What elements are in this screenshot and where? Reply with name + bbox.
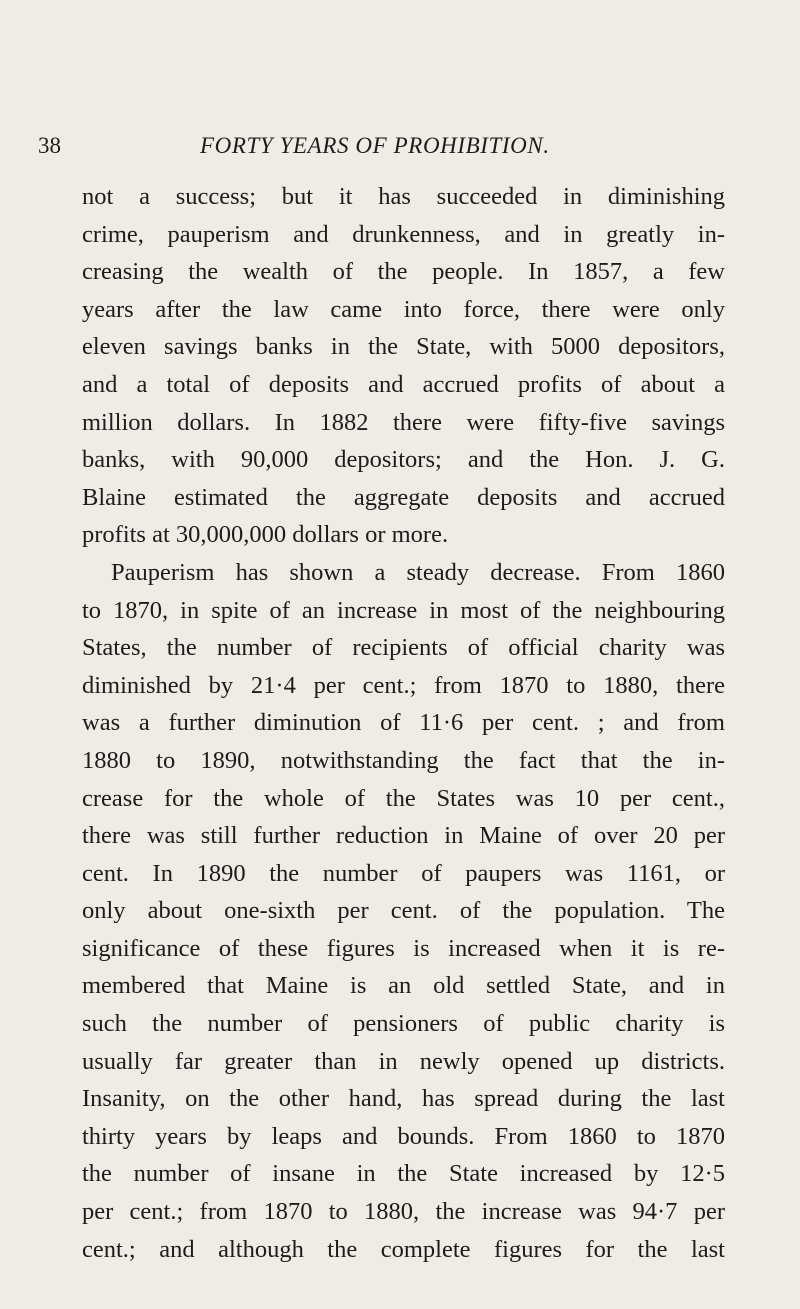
text-line: cent.; and although the complete figures for the last [82, 1235, 725, 1263]
text-line: to 1870, in spite of an increase in most of the neighbouring [82, 596, 725, 624]
text-line: creasing the wealth of the people. In 1857, a few [82, 258, 725, 286]
text-line: 1880 to 1890, notwithstanding the fact that the in- [82, 746, 725, 774]
text-line: Pauperism has shown a steady decrease. From 1860 [111, 558, 725, 586]
text-line: Insanity, on the other hand, has spread during the last [82, 1085, 725, 1113]
text-line: significance of these figures is increased when it is re- [82, 934, 725, 962]
page-number: 38 [38, 133, 61, 158]
text-line: States, the number of recipients of official charity was [82, 634, 725, 662]
text-line: thirty years by leaps and bounds. From 1860 to 1870 [82, 1122, 725, 1150]
text-line: eleven savings banks in the State, with 5000 depositors, [82, 333, 725, 361]
text-line: years after the law came into force, there were only [82, 295, 725, 323]
text-line: per cent.; from 1870 to 1880, the increase was 94·7 per [82, 1198, 725, 1226]
text-line: banks, with 90,000 depositors; and the Hon. J. G. [82, 446, 725, 474]
text-line: there was still further reduction in Maine of over 20 per [82, 822, 725, 850]
text-line: usually far greater than in newly opened up districts. [82, 1047, 725, 1075]
text-line: membered that Maine is an old settled State, and in [82, 972, 725, 1000]
text-line: not a success; but it has succeeded in diminishing [82, 183, 725, 210]
body-text [82, 178, 725, 1268]
running-title: FORTY YEARS OF PROHIBITION. [200, 133, 550, 158]
text-line: diminished by 21·4 per cent.; from 1870 to 1880, there [82, 671, 725, 699]
running-head [38, 131, 738, 161]
text-line: only about one-sixth per cent. of the population. The [82, 897, 725, 925]
text-line: profits at 30,000,000 dollars or more. [82, 521, 449, 549]
text-line: and a total of deposits and accrued profits of about a [82, 370, 725, 398]
text-line: such the number of pensioners of public charity is [82, 1010, 725, 1038]
text-line: was a further diminution of 11·6 per cent. ; and from [82, 709, 725, 737]
text-line: Blaine estimated the aggregate deposits and accrued [82, 483, 725, 511]
text-line: cent. In 1890 the number of paupers was 1161, or [82, 859, 725, 887]
text-line: million dollars. In 1882 there were fifty-five savings [82, 408, 725, 436]
text-line: crease for the whole of the States was 10 per cent., [82, 784, 725, 812]
text-line: crime, pauperism and drunkenness, and in greatly in- [82, 220, 725, 248]
text-line: the number of insane in the State increased by 12·5 [82, 1160, 725, 1188]
